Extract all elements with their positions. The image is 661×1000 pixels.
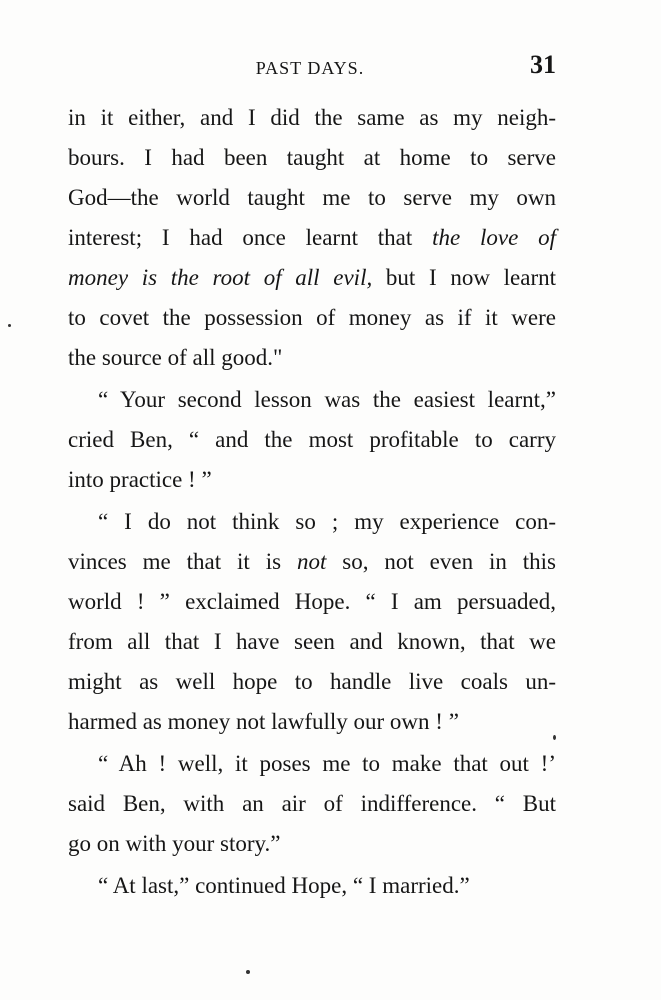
ink-speck [553,735,556,740]
text-line [68,218,556,258]
text-line: might as well hope to handle live coals un- [68,669,556,694]
text-line: in it either, and I did the same as my neigh- [68,105,556,130]
text-line [68,258,556,298]
text-line: “ Ah ! well, it poses me to make that out !’ [98,751,556,776]
text-line: “ Your second lesson was the easiest learnt,” [98,387,556,412]
ink-speck [246,970,250,974]
ink-speck [8,324,11,327]
italic-run: not [296,549,327,574]
italic-run: money is the root of all evil, [68,265,373,290]
text-line [68,542,556,582]
text-line: God—the world taught me to serve my own [68,185,556,210]
text-line: the source of all good." [68,345,283,370]
text-line: “ I do not think so ; my experience con- [98,509,556,534]
text-line: to covet the possession of money as if it were [68,305,556,330]
running-head: PAST DAYS. [255,58,365,78]
text-line: “ At last,” continued Hope, “ I married.” [98,873,470,898]
text-line: bours. I had been taught at home to serve [68,145,556,170]
text-line: cried Ben, “ and the most profitable to carry [68,427,556,452]
text-run: vinces me that it is [68,549,297,574]
text-line: said Ben, with an air of indifference. “ But [68,791,556,816]
text-line: harmed as money not lawfully our own ! ” [68,709,459,734]
text-line: from all that I have seen and known, that we [68,629,556,654]
italic-run: the love of [432,225,557,250]
text-run: but I now learnt [372,265,556,290]
text-run: interest; I had once learnt that [68,225,433,250]
text-run: so, not even in this [326,549,556,574]
text-line: world ! ” exclaimed Hope. “ I am persuaded, [68,589,556,614]
page-number: 31 [530,50,556,79]
text-line: into practice ! ” [68,467,212,492]
text-line: go on with your story.” [68,831,281,856]
